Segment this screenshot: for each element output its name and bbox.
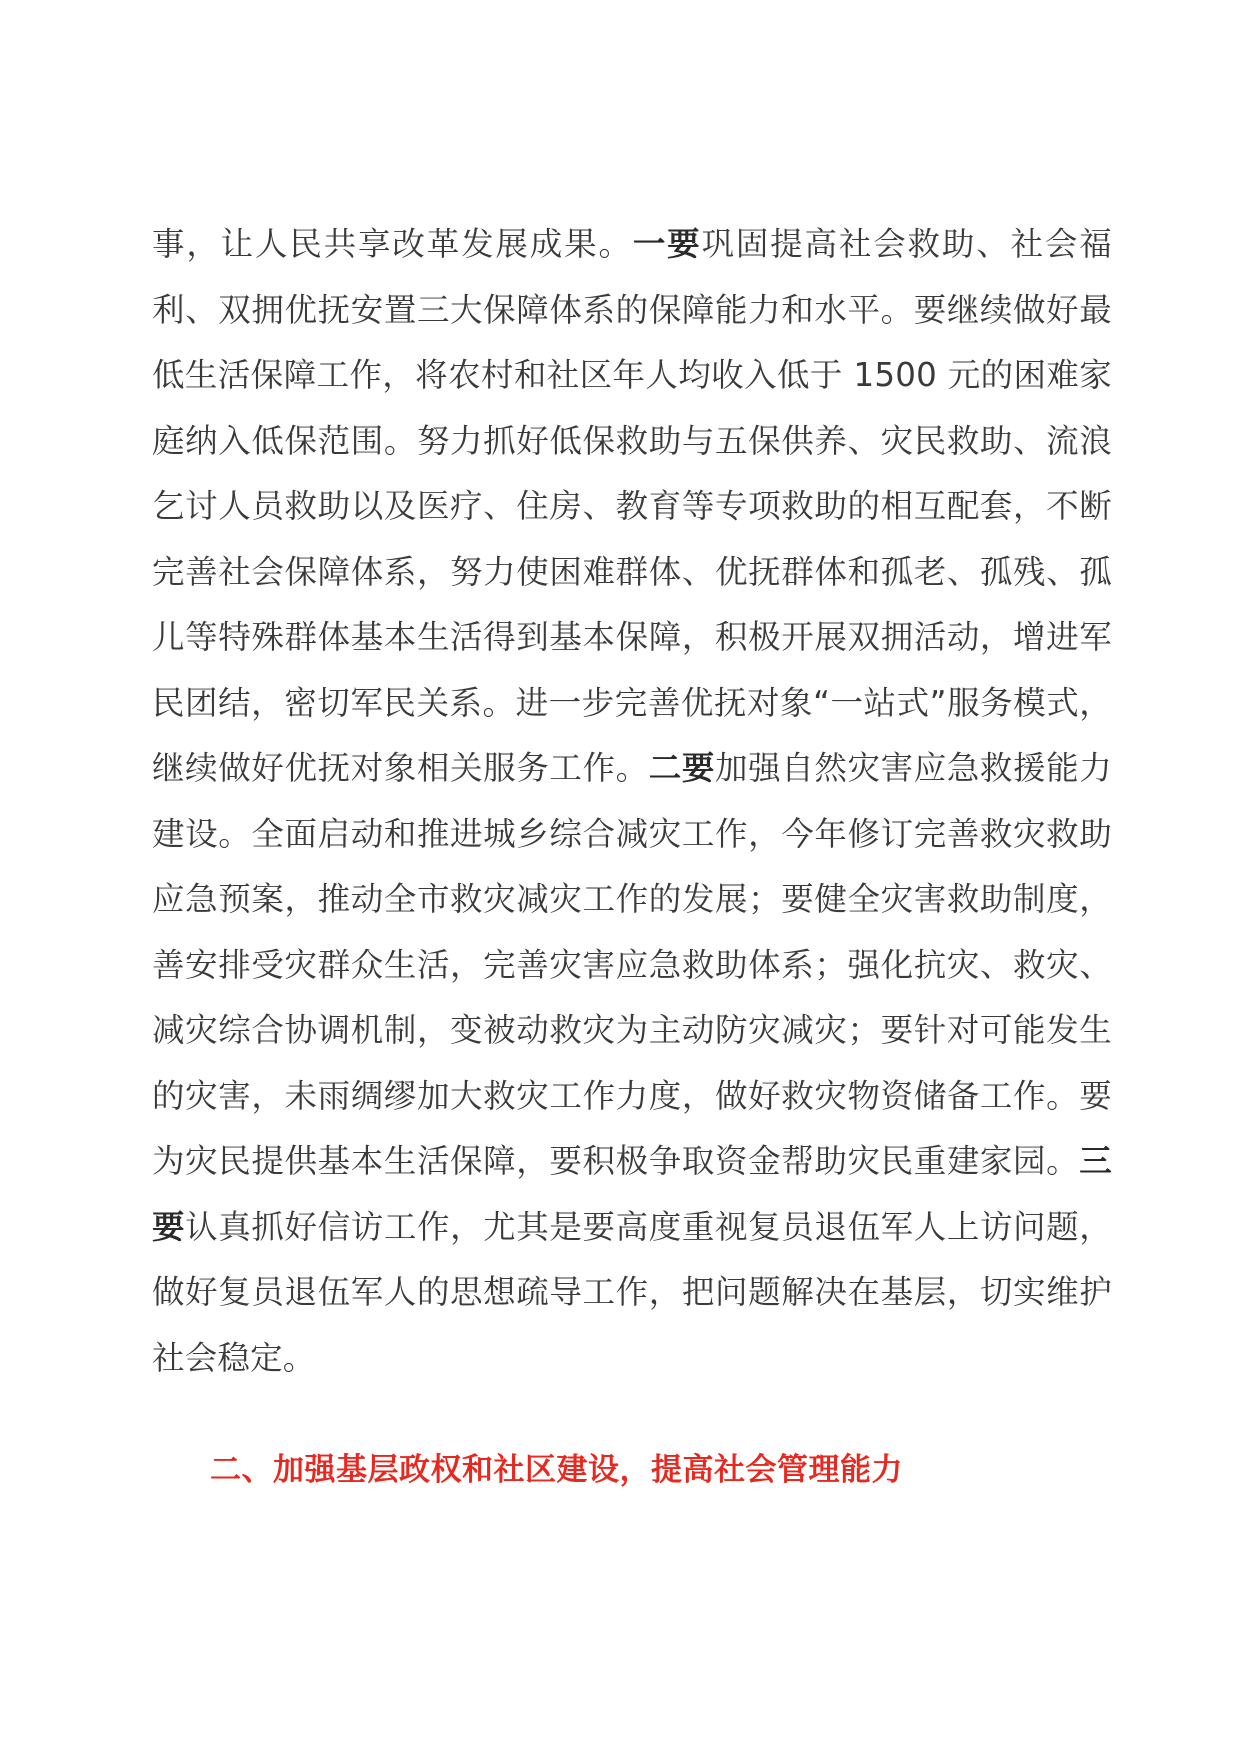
item-2-label: 二要 — [648, 749, 715, 787]
item-1-text: 巩固提高社会救助、社会福利、双拥优抚安置三大保障体系的保障能力和水平。要继续做好最低生活保障工作，将农村和社区年人均收入低于 1500 元的困难家庭纳入低保范围。努力抓好低保救助与五保供养、灾民救助、流浪乞讨人员救助以及医疗、住房、教育等专项救助的相互配套，不断完善社会保障体系，努力使困难群体、优抚群体和孤老、孤残、孤儿等特殊群体基本生活得到基本保障，积极开展双拥活动，增进军民团结，密切军民关系。进一步完善优抚对象“一站式”服务模式，继续做好优抚对象相关服务工作。 — [152, 225, 1112, 787]
item-3-label: 三要 — [152, 1142, 1112, 1246]
body-paragraph — [152, 212, 1112, 1391]
item-1-label: 一要 — [632, 225, 702, 263]
paragraph-intro: 事，让人民共享改革发展成果。 — [152, 225, 633, 263]
section-heading: 二、加强基层政权和社区建设，提高社会管理能力 — [210, 1452, 903, 1488]
item-3-text: 认真抓好信访工作，尤其是要高度重视复员退伍军人上访问题，做好复员退伍军人的思想疏导工作，把问题解决在基层，切实维护社会稳定。 — [152, 1207, 1112, 1377]
item-2-text: 加强自然灾害应急救援能力建设。全面启动和推进城乡综合减灾工作，今年修订完善救灾救助应急预案，推动全市救灾减灾工作的发展；要健全灾害救助制度，善安排受灾群众生活，完善灾害应急救助体系；强化抗灾、救灾、减灾综合协调机制，变被动救灾为主动防灾减灾；要针对可能发生的灾害，未雨绸缪加大救灾工作力度，做好救灾物资储备工作。要为灾民提供基本生活保障，要积极争取资金帮助灾民重建家园。 — [152, 749, 1112, 1180]
